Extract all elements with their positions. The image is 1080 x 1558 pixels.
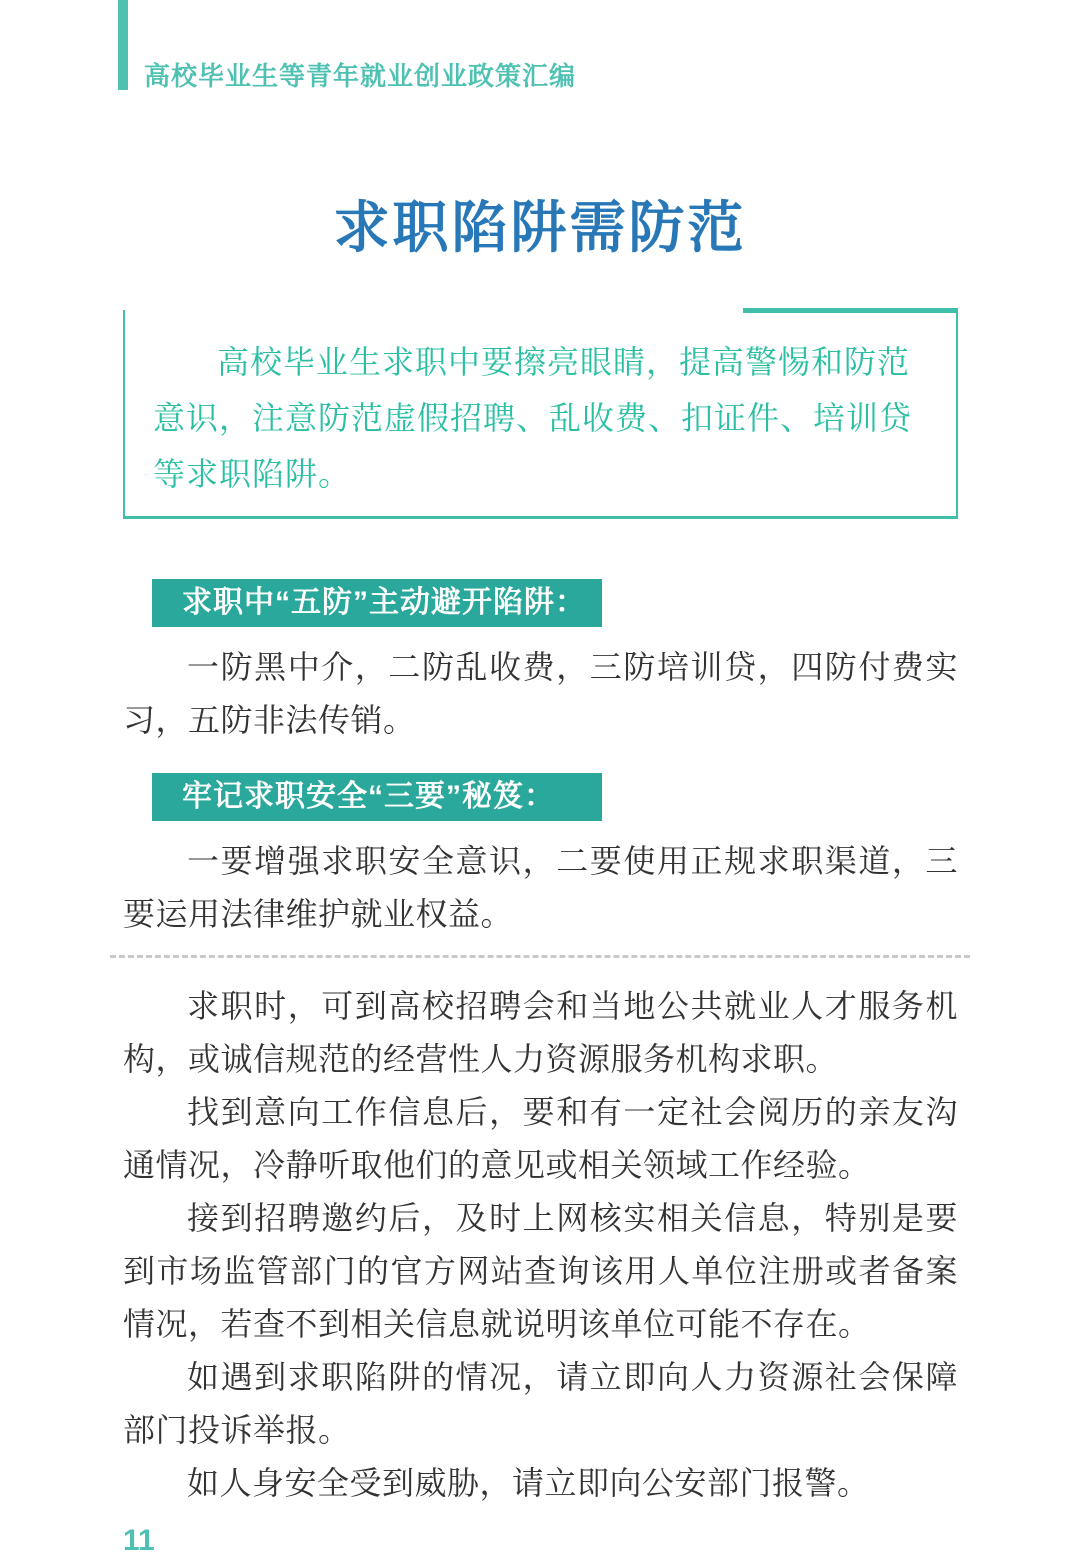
paragraph-verify-employer: 接到招聘邀约后，及时上网核实相关信息，特别是要到市场监管部门的官方网站查询该用人单位注册或者备案情况，若查不到相关信息就说明该单位可能不存在。: [123, 1200, 958, 1342]
booklet-title: 高校毕业生等青年就业创业政策汇编: [144, 61, 577, 91]
page-number: 11: [123, 1524, 155, 1557]
intro-box-top-accent: [743, 308, 958, 313]
paragraph-consult-friends: 找到意向工作信息后，要和有一定社会阅历的亲友沟通情况，冷静听取他们的意见或相关领域工作经验。: [123, 1094, 958, 1183]
section-heading-five-defenses: 求职中“五防”主动避开陷阱：: [152, 579, 602, 627]
dashed-divider: [110, 955, 970, 958]
intro-text: 高校毕业生求职中要擦亮眼睛，提高警惕和防范意识，注意防范虚假招聘、乱收费、扣证件、培训贷等求职陷阱。: [153, 344, 913, 492]
page-title: 求职陷阱需防范: [333, 196, 747, 259]
paragraph-call-police: 如人身安全受到威胁，请立即向公安部门报警。: [187, 1465, 870, 1501]
header-accent-bar: [118, 0, 128, 90]
paragraph-report-to-hr-authority: 如遇到求职陷阱的情况，请立即向人力资源社会保障部门投诉举报。: [123, 1359, 958, 1448]
intro-quote-box: [123, 310, 958, 519]
section-body-three-musts: 一要增强求职安全意识，二要使用正规求职渠道，三要运用法律维护就业权益。: [123, 843, 958, 932]
document-header: [0, 0, 1080, 92]
section-heading-three-musts: 牢记求职安全“三要”秘笈：: [152, 773, 602, 821]
paragraph-job-search-channels: 求职时，可到高校招聘会和当地公共就业人才服务机构，或诚信规范的经营性人力资源服务机构求职。: [123, 988, 958, 1077]
section-body-five-defenses: 一防黑中介，二防乱收费，三防培训贷，四防付费实习，五防非法传销。: [123, 649, 958, 738]
